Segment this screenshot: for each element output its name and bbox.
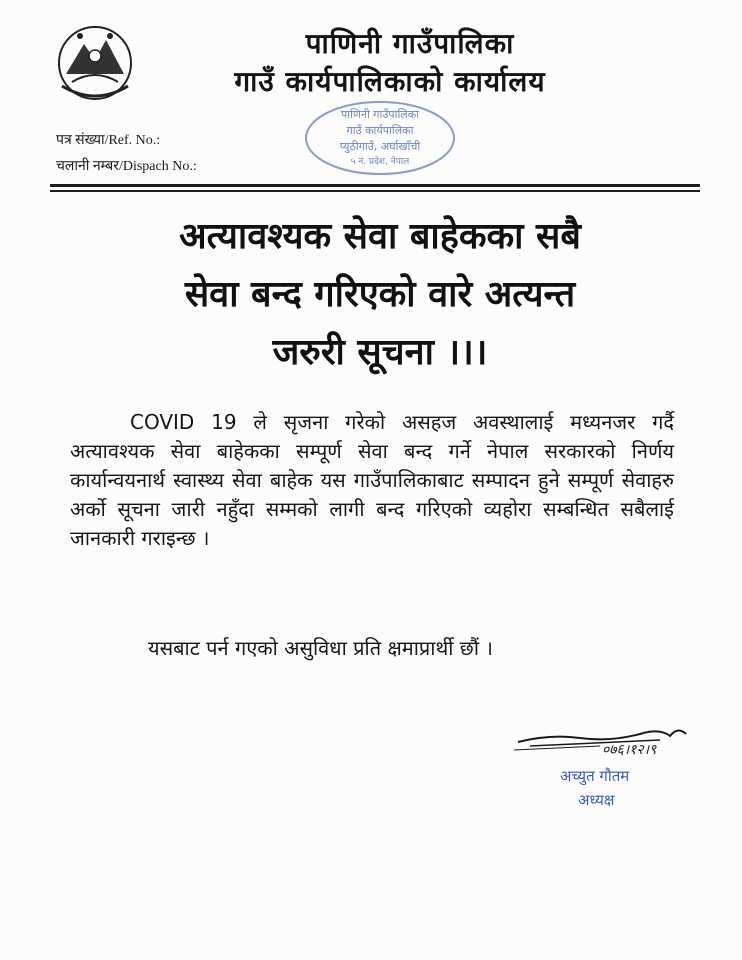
header-divider-secondary	[50, 190, 700, 192]
signature-date: ०७६।१२।९	[602, 742, 657, 758]
notice-title-line-2: सेवा बन्द गरिएको वारे अत्यन्त	[184, 274, 576, 315]
ref-number-label: पत्र संख्या/Ref. No.:	[56, 133, 161, 148]
dispatch-number-label: चलानी नम्बर/Dispach No.:	[56, 159, 197, 174]
signer-title: अध्यक्ष	[578, 791, 615, 809]
notice-body	[70, 408, 674, 553]
notice-body-paragraph: COVID 19 ले सृजना गरेको असहज अवस्थालाई मध्यनजर गर्दै अत्यावश्यक सेवा बाहेकका सम्पूर्ण सेवा बन्द गर्ने नेपाल सरकारको निर्णय कार्यान्वयनार्थ स्वास्थ्य सेवा बाहेक यस गाउँपालिकाबाट सम्पादन हुने सम्पूर्ण सेवाहरु अर्को सूचना जारी नहुँदा सम्मको लागी बन्द गरिएको व्यहोरा सम्बन्धित सबैलाई जानकारी गराइन्छ ।	[70, 410, 674, 550]
notice-closing: यसबाट पर्न गएको असुविधा प्रति क्षमाप्रार्थी छौं ।	[148, 636, 493, 660]
header-divider	[50, 184, 700, 187]
nepal-emblem-icon	[54, 22, 136, 104]
official-stamp	[300, 98, 460, 178]
notice-title-line-3: जरुरी सूचना ।।।	[272, 332, 488, 373]
notice-title-line-1: अत्यावश्यक सेवा बाहेकका सबै	[179, 216, 581, 257]
stamp-line-2: गाउँ कार्यपालिका	[346, 124, 414, 137]
stamp-line-3: प्युठीगाउँ, अर्घाखाँची	[339, 140, 421, 153]
office-name: गाउँ कार्यपालिकाको कार्यालय	[234, 65, 546, 98]
stamp-line-1: पाणिनी गाउँपालिका	[340, 108, 420, 121]
notice-title	[80, 208, 680, 382]
signer-name: अच्युत गौतम	[560, 767, 630, 785]
stamp-line-4: ५ नं. प्रदेश, नेपाल	[350, 157, 410, 167]
organization-name: पाणिनी गाउँपालिका	[305, 27, 515, 60]
